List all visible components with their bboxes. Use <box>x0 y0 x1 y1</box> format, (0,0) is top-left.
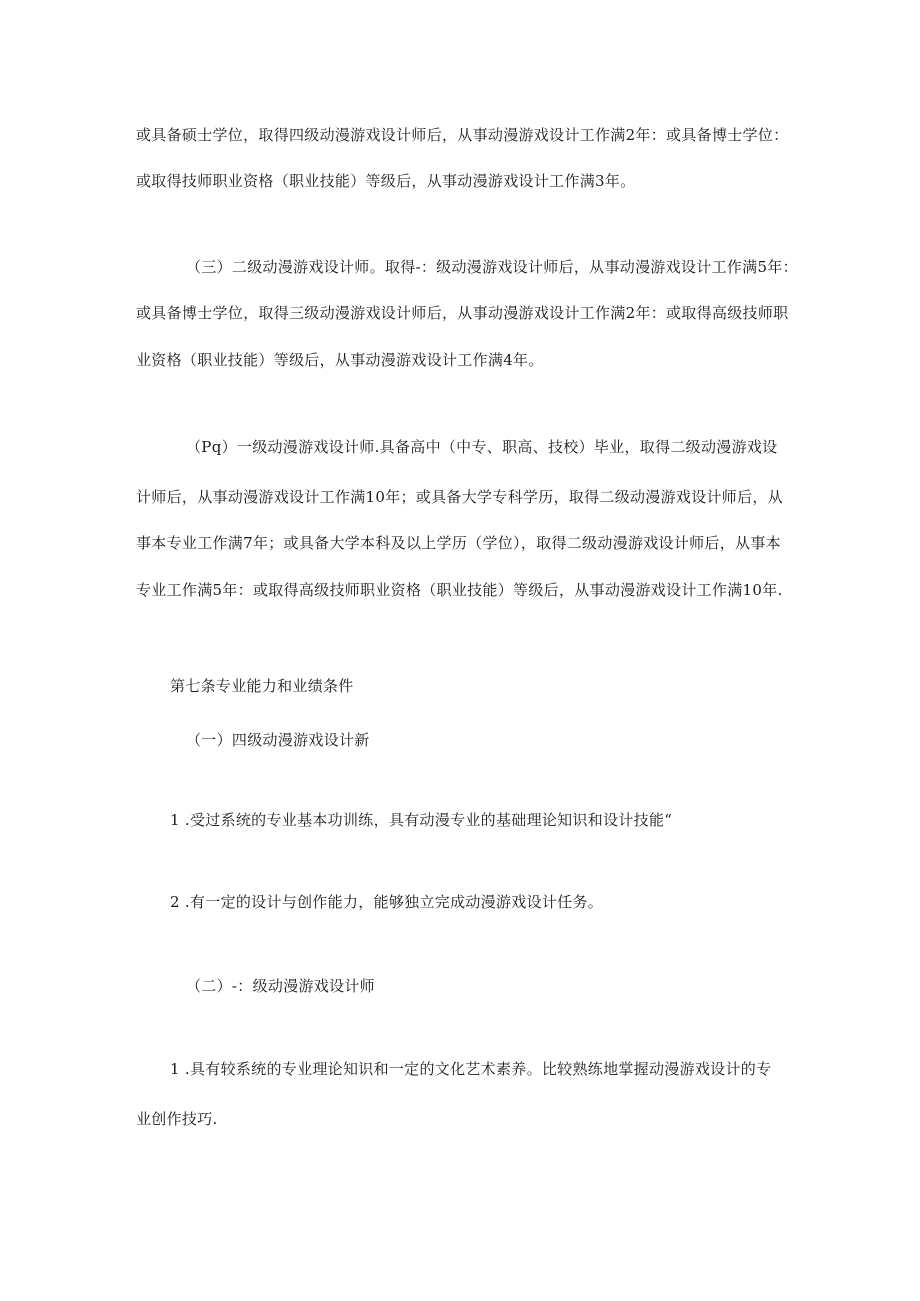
paragraph-line: 计师后，从事动漫游戏设计工作满10年；或具备大学专科学历，取得二级动漫游戏设计师后，从 <box>136 488 783 506</box>
paragraph-line: 或取得技师职业资格（职业技能）等级后，从事动漫游戏设计工作满3年。 <box>136 172 636 190</box>
paragraph-line: 或具备博士学位，取得三级动漫游戏设计师后，从事动漫游戏设计工作满2年：或取得高级技师职 <box>136 304 789 322</box>
section-heading: （二）-：级动漫游戏设计师 <box>186 977 375 995</box>
paragraph-line: （三）二级动漫游戏设计师。取得-：级动漫游戏设计师后，从事动漫游戏设计工作满5年： <box>186 258 798 276</box>
article-heading: 第七条专业能力和业绩条件 <box>170 677 354 695</box>
list-item: 1 .具有较系统的专业理论知识和一定的文化艺术素养。比较熟练地掌握动漫游戏设计的专 <box>170 1060 772 1078</box>
paragraph-line: 专业工作满5年：或取得高级技师职业资格（职业技能）等级后，从事动漫游戏设计工作满10年. <box>136 581 783 599</box>
list-item: 2 .有一定的设计与创作能力，能够独立完成动漫游戏设计任务。 <box>170 893 604 911</box>
paragraph-line: 业资格（职业技能）等级后，从事动漫游戏设计工作满4年。 <box>136 351 544 369</box>
paragraph-line: （Pq）一级动漫游戏设计师.具备高中（中专、职高、技校）毕业，取得二级动漫游戏设 <box>186 438 778 456</box>
paragraph-line: 业创作技巧. <box>136 1110 218 1128</box>
paragraph-line: 事本专业工作满7年；或具备大学本科及以上学历（学位），取得二级动漫游戏设计师后，从事本 <box>136 534 781 552</box>
section-heading: （一）四级动漫游戏设计新 <box>186 731 370 749</box>
list-item: 1 .受过系统的专业基本功训练，具有动漫专业的基础理论知识和设计技能“ <box>170 811 673 829</box>
paragraph-line: 或具备硕士学位，取得四级动漫游戏设计师后，从事动漫游戏设计工作满2年：或具备博士学位： <box>136 126 789 144</box>
